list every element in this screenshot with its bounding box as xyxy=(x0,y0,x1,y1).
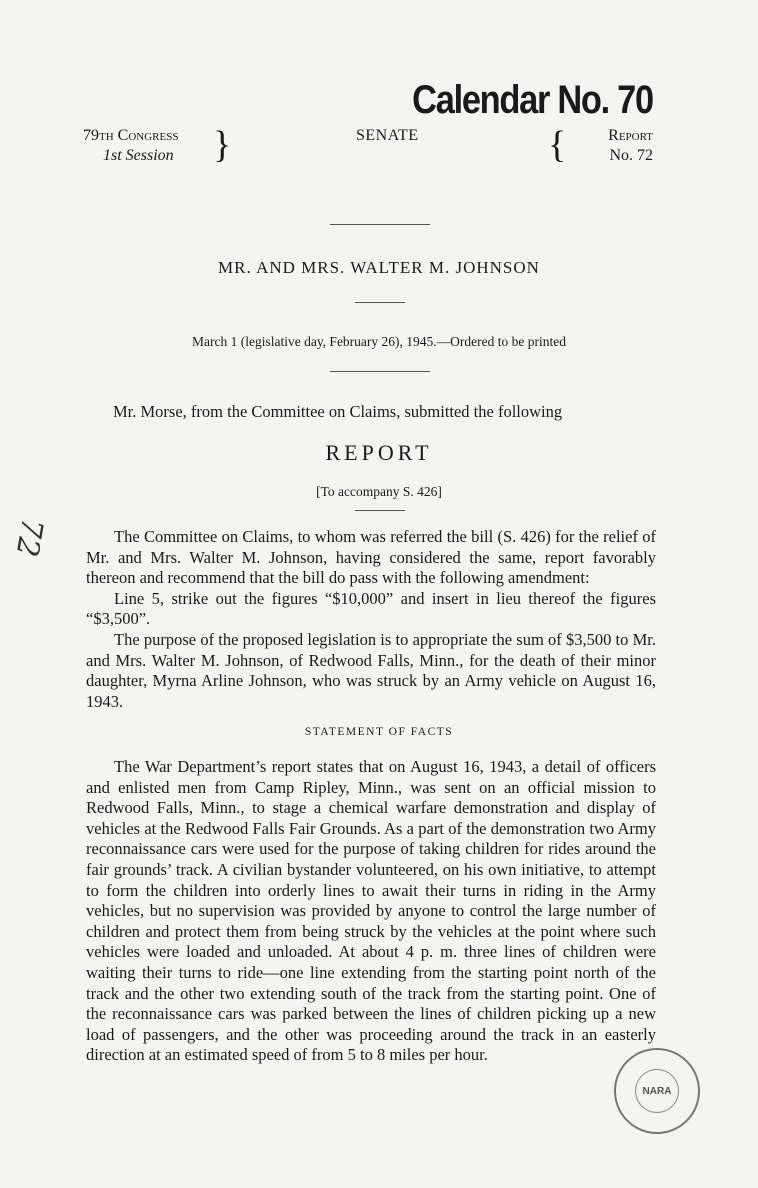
dateline: March 1 (legislative day, February 26), 1945.—Ordered to be printed xyxy=(191,334,566,349)
report-heading: REPORT xyxy=(325,440,433,465)
paragraph: The purpose of the proposed legislation is to appropriate the sum of $3,500 to Mr. and Mrs. Walter M. Johnson, of Redwood Falls, Minn., for the death of their minor daughter, Myrna Arline Johnson, who was struck by an Army vehicle on August 16, 1943. xyxy=(86,629,656,711)
report-header xyxy=(83,126,653,170)
left-brace: } xyxy=(213,124,232,166)
statement-heading: STATEMENT OF FACTS xyxy=(304,726,454,738)
divider-rule xyxy=(330,371,430,372)
divider-rule xyxy=(330,224,430,225)
statement-body xyxy=(86,757,656,1066)
accompany-note: [To accompany S. 426] xyxy=(316,484,442,499)
handwritten-margin-note: 72 xyxy=(8,515,50,560)
report-body xyxy=(86,527,656,712)
divider-rule xyxy=(355,510,405,511)
stamp-center: NARA xyxy=(635,1069,679,1113)
session-label: 1st Session xyxy=(103,147,174,164)
report-number-block xyxy=(608,126,653,166)
congress-label: 79th Congress xyxy=(83,127,179,144)
calendar-number: Calendar No. 70 xyxy=(412,78,653,122)
chamber-label: SENATE xyxy=(356,127,419,144)
divider-rule xyxy=(355,302,405,303)
submission-line: Mr. Morse, from the Committee on Claims, submitted the following xyxy=(113,402,563,421)
library-stamp xyxy=(614,1048,700,1134)
paragraph: Line 5, strike out the figures “$10,000” and insert in lieu thereof the figures “$3,500”. xyxy=(86,588,656,629)
right-brace: { xyxy=(548,124,567,166)
paragraph: The War Department’s report states that on August 16, 1943, a detail of officers and enlisted men from Camp Ripley, Minn., was sent on an official mission to Redwood Falls, Minn., to stage a chemical warfare demonstration and display of vehicles at the Redwood Falls Fair Grounds. As a part of the demonstration two Army reconnaissance cars were used for the purpose of taking children for rides around the fair grounds’ track. A civilian bystander volunteered, on his own initiative, to attempt to form the children into orderly lines to await their turns in riding in the Army vehicles, but no supervision was provided by anyone to control the large number of children and protect them from being struck by the vehicles at the point where such vehicles were loaded and unloaded. At about 4 p. m. three lines of children were waiting their turns to ride—one line extending from the starting point north of the track and the other two extending south of the track from the starting point. One of the reconnaissance cars was parked between the lines of children picking up a new load of passengers, and the other was proceeding around the track in an easterly direction at an estimated speed of from 5 to 8 miles per hour. xyxy=(86,757,656,1065)
congress-session xyxy=(83,126,178,166)
paragraph: The Committee on Claims, to whom was referred the bill (S. 426) for the relief of Mr. and Mrs. Walter M. Johnson, having considered the same, report favorably thereon and recommend that the bill do pass with the following amendment: xyxy=(86,527,656,588)
report-number: No. 72 xyxy=(609,147,653,164)
document-title: MR. AND MRS. WALTER M. JOHNSON xyxy=(218,258,540,277)
report-label: Report xyxy=(608,127,653,144)
